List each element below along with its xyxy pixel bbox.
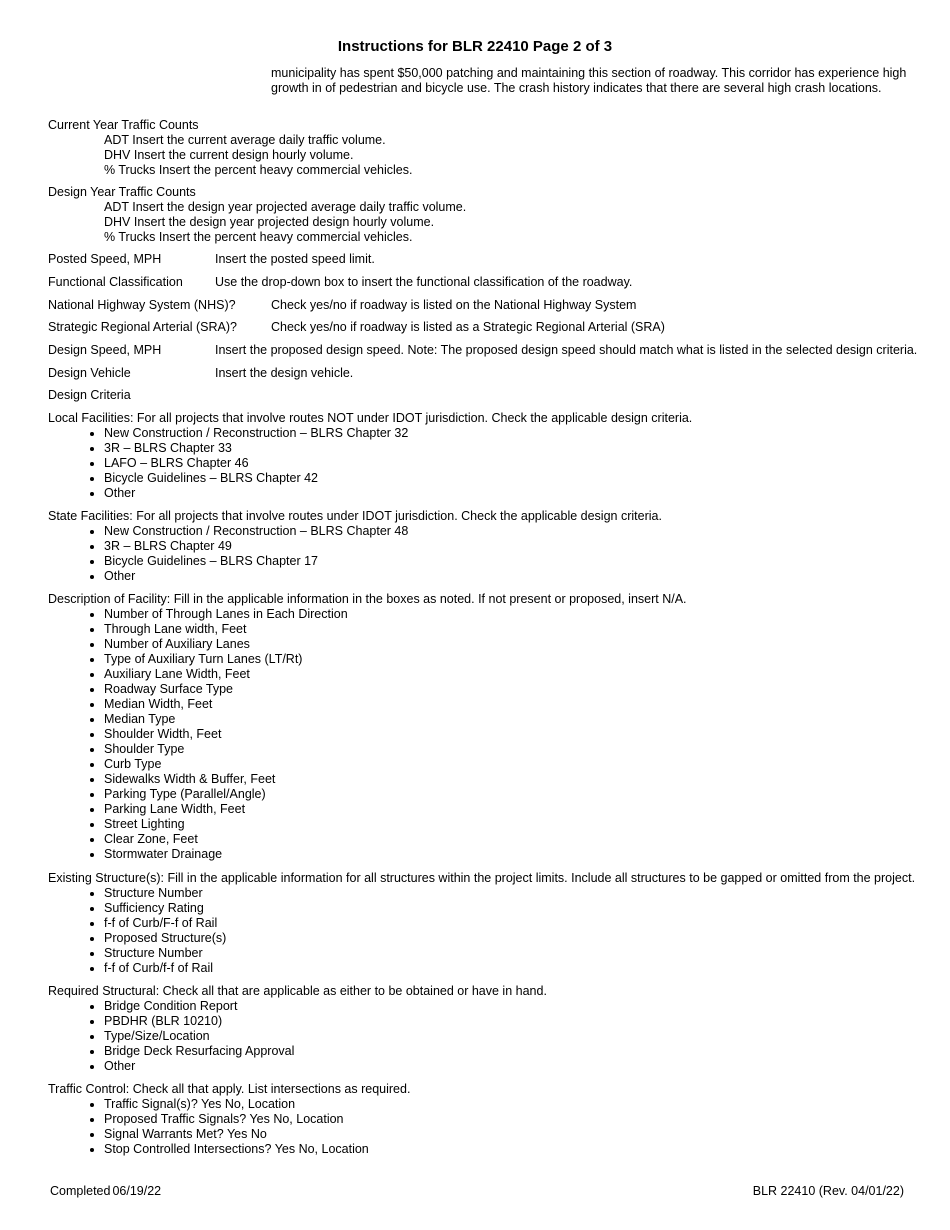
list-item: PBDHR (BLR 10210) xyxy=(48,1014,928,1029)
list-item: 3R – BLRS Chapter 33 xyxy=(48,441,928,456)
list-item: Sidewalks Width & Buffer, Feet xyxy=(48,772,928,787)
required-structural-list xyxy=(48,999,928,1074)
completed-label: Completed xyxy=(50,1184,111,1198)
footer-completed xyxy=(50,1184,161,1199)
intro-paragraph xyxy=(271,66,921,96)
intro-line: municipality has spent $50,000 patching and maintaining this section of roadway. This corridor has experience high xyxy=(271,66,907,80)
list-item: Median Type xyxy=(48,712,928,727)
list-item: Other xyxy=(48,569,928,584)
field-label: National Highway System (NHS)? xyxy=(48,298,236,312)
list-item: f-f of Curb/F-f of Rail xyxy=(48,916,928,931)
list-item: New Construction / Reconstruction – BLRS Chapter 32 xyxy=(48,426,928,441)
section-heading: Current Year Traffic Counts xyxy=(48,118,199,132)
section-line: DHV Insert the design year projected design hourly volume. xyxy=(104,215,435,229)
list-item: f-f of Curb/f-f of Rail xyxy=(48,961,928,976)
list-item: Roadway Surface Type xyxy=(48,682,928,697)
list-item: 3R – BLRS Chapter 49 xyxy=(48,539,928,554)
list-item: Structure Number xyxy=(48,946,928,961)
field-label: Design Criteria xyxy=(48,388,131,402)
list-item: Shoulder Type xyxy=(48,742,928,757)
section-heading: Design Year Traffic Counts xyxy=(48,185,196,199)
list-item: Bridge Deck Resurfacing Approval xyxy=(48,1044,928,1059)
list-item: Shoulder Width, Feet xyxy=(48,727,928,742)
list-item: Stop Controlled Intersections? Yes No, Location xyxy=(48,1142,928,1157)
section-line: ADT Insert the current average daily traffic volume. xyxy=(104,133,386,147)
list-item: Traffic Signal(s)? Yes No, Location xyxy=(48,1097,928,1112)
list-item: Auxiliary Lane Width, Feet xyxy=(48,667,928,682)
section-line: ADT Insert the design year projected average daily traffic volume. xyxy=(104,200,467,214)
list-item: Number of Through Lanes in Each Direction xyxy=(48,607,928,622)
local-facilities-section xyxy=(48,411,928,501)
existing-structures-section xyxy=(48,871,928,976)
state-facilities-list xyxy=(48,524,928,584)
list-item: Bridge Condition Report xyxy=(48,999,928,1014)
field-description: Insert the proposed design speed. Note: The proposed design speed should match what is listed in the selected design criteria. xyxy=(215,343,918,357)
field-description: Insert the design vehicle. xyxy=(215,366,354,380)
list-item: Bicycle Guidelines – BLRS Chapter 42 xyxy=(48,471,928,486)
field-label: Posted Speed, MPH xyxy=(48,252,162,266)
list-item: Structure Number xyxy=(48,886,928,901)
field-label: Design Vehicle xyxy=(48,366,131,380)
list-item: Street Lighting xyxy=(48,817,928,832)
design-year-traffic-section xyxy=(48,185,928,245)
section-heading: Traffic Control: Check all that apply. List intersections as required. xyxy=(48,1082,411,1096)
intro-line: growth in of pedestrian and bicycle use. The crash history indicates that there are several high crash locations. xyxy=(271,81,882,95)
list-item: Parking Lane Width, Feet xyxy=(48,802,928,817)
list-item: Number of Auxiliary Lanes xyxy=(48,637,928,652)
list-item: Curb Type xyxy=(48,757,928,772)
page-title: Instructions for BLR 22410 Page 2 of 3 xyxy=(337,38,613,55)
field-label: Design Speed, MPH xyxy=(48,343,162,357)
field-description: Check yes/no if roadway is listed on the National Highway System xyxy=(271,298,637,312)
list-item: New Construction / Reconstruction – BLRS Chapter 48 xyxy=(48,524,928,539)
list-item: Parking Type (Parallel/Angle) xyxy=(48,787,928,802)
list-item: Signal Warrants Met? Yes No xyxy=(48,1127,928,1142)
list-item: LAFO – BLRS Chapter 46 xyxy=(48,456,928,471)
field-label: Strategic Regional Arterial (SRA)? xyxy=(48,320,237,334)
field-description: Check yes/no if roadway is listed as a Strategic Regional Arterial (SRA) xyxy=(271,320,665,334)
current-year-traffic-section xyxy=(48,118,928,178)
state-facilities-section xyxy=(48,509,928,584)
list-item: Other xyxy=(48,1059,928,1074)
list-item: Type of Auxiliary Turn Lanes (LT/Rt) xyxy=(48,652,928,667)
footer-form-id: BLR 22410 (Rev. 04/01/22) xyxy=(752,1184,904,1198)
local-facilities-list xyxy=(48,426,928,501)
section-heading: Existing Structure(s): Fill in the applicable information for all structures within the project limits. Include all structures to be gapped or omitted from the project. xyxy=(48,871,916,885)
existing-structures-list xyxy=(48,886,928,976)
section-line: % Trucks Insert the percent heavy commercial vehicles. xyxy=(104,230,413,244)
list-item: Proposed Structure(s) xyxy=(48,931,928,946)
section-line: DHV Insert the current design hourly volume. xyxy=(104,148,354,162)
section-heading: Local Facilities: For all projects that involve routes NOT under IDOT jurisdiction. Check the applicable design criteria. xyxy=(48,411,693,425)
field-label: Functional Classification xyxy=(48,275,183,289)
list-item: Type/Size/Location xyxy=(48,1029,928,1044)
section-heading: Required Structural: Check all that are applicable as either to be obtained or have in hand. xyxy=(48,984,547,998)
completed-date: 06/19/22 xyxy=(112,1184,162,1198)
list-item: Stormwater Drainage xyxy=(48,847,928,862)
list-item: Bicycle Guidelines – BLRS Chapter 17 xyxy=(48,554,928,569)
traffic-control-list xyxy=(48,1097,928,1157)
section-heading: Description of Facility: Fill in the applicable information in the boxes as noted. If not present or proposed, insert N/A. xyxy=(48,592,687,606)
section-line: % Trucks Insert the percent heavy commercial vehicles. xyxy=(104,163,413,177)
field-description: Use the drop-down box to insert the functional classification of the roadway. xyxy=(215,275,633,289)
list-item: Sufficiency Rating xyxy=(48,901,928,916)
facility-description-list xyxy=(48,607,928,862)
list-item: Median Width, Feet xyxy=(48,697,928,712)
field-description: Insert the posted speed limit. xyxy=(215,252,375,266)
list-item: Clear Zone, Feet xyxy=(48,832,928,847)
list-item: Through Lane width, Feet xyxy=(48,622,928,637)
section-heading: State Facilities: For all projects that involve routes under IDOT jurisdiction. Check the applicable design criteria. xyxy=(48,509,662,523)
facility-description-section xyxy=(48,592,928,862)
list-item: Other xyxy=(48,486,928,501)
required-structural-section xyxy=(48,984,928,1074)
list-item: Proposed Traffic Signals? Yes No, Location xyxy=(48,1112,928,1127)
traffic-control-section xyxy=(48,1082,928,1157)
